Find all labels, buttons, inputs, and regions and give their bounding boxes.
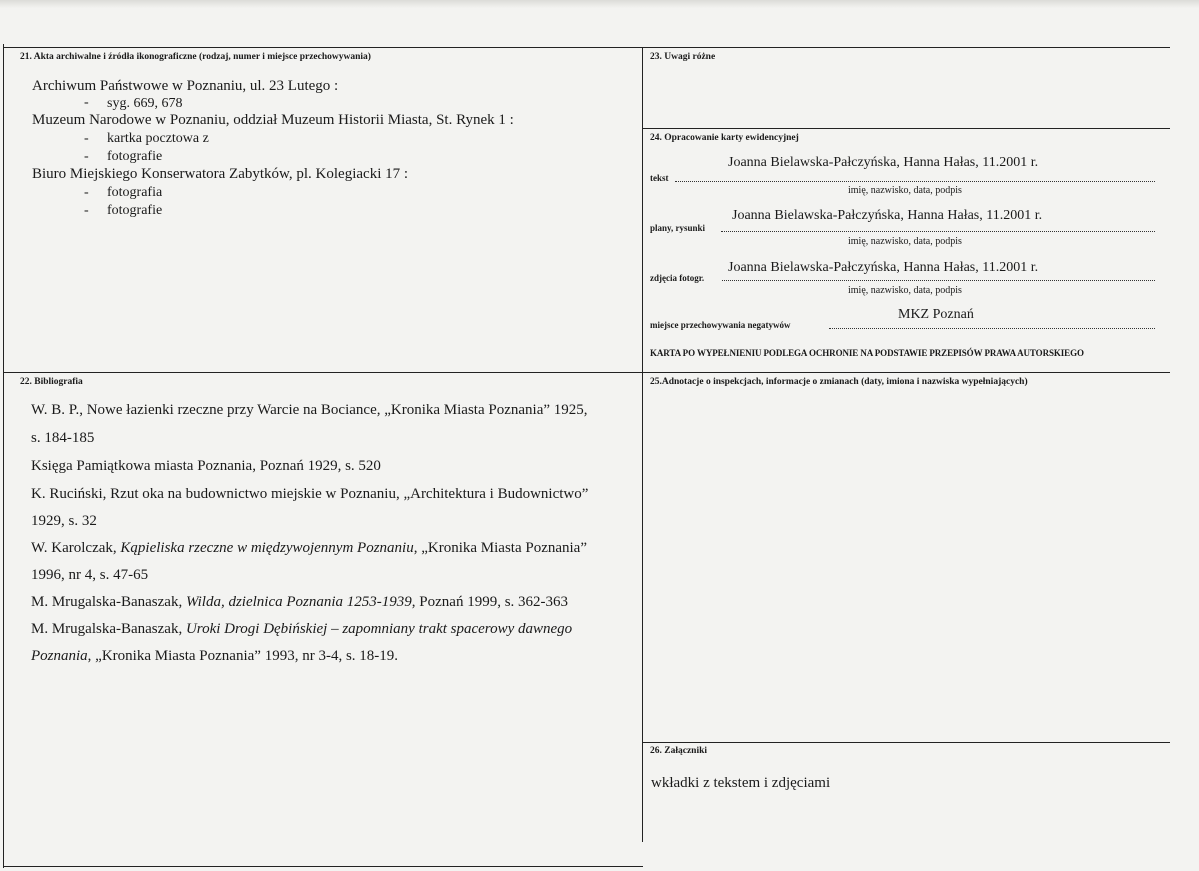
dash: -: [84, 185, 89, 200]
bib-entry-5: [31, 595, 568, 610]
caption-plany: imię, nazwisko, data, podpis: [848, 236, 962, 247]
field-line-tekst: [675, 181, 1155, 182]
bib-entry-4b: 1996, nr 4, s. 47-65: [31, 567, 149, 583]
bib-entry-2: Księga Pamiątkowa miasta Poznania, Poznań 1929, s. 520: [31, 458, 381, 474]
field-line-miejsce: [829, 328, 1155, 329]
caption-tekst: imię, nazwisko, data, podpis: [848, 185, 962, 196]
label-miejsce: miejsce przechowywania negatywów: [650, 320, 791, 330]
bib-entry-4: [31, 541, 587, 556]
bib-entry-6b: [31, 649, 398, 664]
rule-mid: [3, 372, 1170, 373]
bib-title: Kąpieliska rzeczne w międzywojennym Poznaniu: [120, 540, 414, 556]
dash: -: [84, 149, 89, 164]
copyright-notice: KARTA PO WYPEŁNIENIU PODLEGA OCHRONIE NA PODSTAWIE PRZEPISÓW PRAWA AUTORSKIEGO: [650, 348, 1084, 358]
label-plany: plany, rysunki: [650, 223, 706, 233]
section-21-title: 21. Akta archiwalne i źródła ikonograficzne (rodzaj, numer i miejsce przechowywania): [20, 52, 371, 62]
archive-line-1: Archiwum Państwowe w Poznaniu, ul. 23 Lutego :: [32, 78, 339, 94]
section-24-title: 24. Opracowanie karty ewidencyjnej: [650, 133, 799, 143]
bib-source: , „Kronika Miasta Poznania”: [413, 540, 587, 556]
author-plans: Joanna Bielawska-Pałczyńska, Hanna Hałas, 11.2001 r.: [732, 208, 1043, 223]
bib-title: Wilda, dzielnica Poznania 1253-1939: [185, 594, 412, 610]
rule-23-24: [642, 128, 1170, 129]
bib-entry-1: W. B. P., Nowe łazienki rzeczne przy Warcie na Bociance, „Kronika Miasta Poznania” 1925,: [31, 402, 588, 418]
bib-entry-1b: s. 184-185: [31, 430, 95, 446]
dash: -: [84, 95, 89, 110]
author-text: Joanna Bielawska-Pałczyńska, Hanna Hałas, 11.2001 r.: [728, 155, 1039, 170]
section-26-title: 26. Załączniki: [650, 746, 708, 756]
author-photos: Joanna Bielawska-Pałczyńska, Hanna Hałas, 11.2001 r.: [728, 260, 1039, 275]
field-line-zdjecia: [722, 280, 1155, 281]
bib-source: , „Kronika Miasta Poznania” 1993, nr 3-4, s. 18-19.: [87, 648, 399, 664]
archive-line-5: fotografie: [107, 149, 163, 164]
field-line-plany: [721, 231, 1155, 232]
scan-edge: [0, 0, 1199, 8]
archive-line-2: syg. 669, 678: [107, 96, 183, 111]
archive-line-6: Biuro Miejskiego Konserwatora Zabytków, pl. Kolegiacki 17 :: [32, 166, 409, 182]
top-rule: [3, 47, 1170, 48]
archive-line-4: kartka pocztowa z: [107, 131, 209, 146]
archive-line-7: fotografia: [107, 185, 163, 200]
dash: -: [84, 203, 89, 218]
section-23-title: 23. Uwagi różne: [650, 52, 716, 62]
bib-source: , Poznań 1999, s. 362-363: [411, 594, 569, 610]
dash: -: [84, 131, 89, 146]
section-25-title: 25.Adnotacje o inspekcjach, informacje o zmianach (daty, imiona i nazwiska wypełniających): [650, 377, 1028, 387]
section-22-title: 22. Bibliografia: [20, 377, 83, 387]
bib-entry-3b: 1929, s. 32: [31, 513, 97, 529]
label-zdjecia: zdjęcia fotogr.: [650, 273, 705, 283]
bottom-border: [3, 866, 643, 867]
archive-line-3: Muzeum Narodowe w Poznaniu, oddział Muzeum Historii Miasta, St. Rynek 1 :: [32, 112, 514, 128]
negatives-place: MKZ Poznań: [898, 307, 974, 322]
bib-entry-3: K. Ruciński, Rzut oka na budownictwo miejskie w Poznaniu, „Architektura i Budownictwo”: [31, 486, 589, 502]
bib-title: Uroki Drogi Dębińskiej – zapomniany trakt spacerowy dawnego: [185, 621, 573, 637]
bib-entry-6: [31, 622, 572, 637]
rule-25-26: [642, 742, 1170, 743]
bib-author: M. Mrugalska-Banaszak,: [31, 594, 186, 610]
caption-zdjecia: imię, nazwisko, data, podpis: [848, 285, 962, 296]
attachments-text: wkładki z tekstem i zdjęciami: [651, 775, 831, 791]
bib-author: W. Karolczak,: [31, 540, 121, 556]
center-divider: [642, 47, 643, 842]
label-tekst: tekst: [650, 173, 669, 183]
bib-title: Poznania: [31, 648, 88, 664]
left-border: [3, 44, 4, 868]
archive-line-8: fotografie: [107, 203, 163, 218]
bib-author: M. Mrugalska-Banaszak,: [31, 621, 186, 637]
